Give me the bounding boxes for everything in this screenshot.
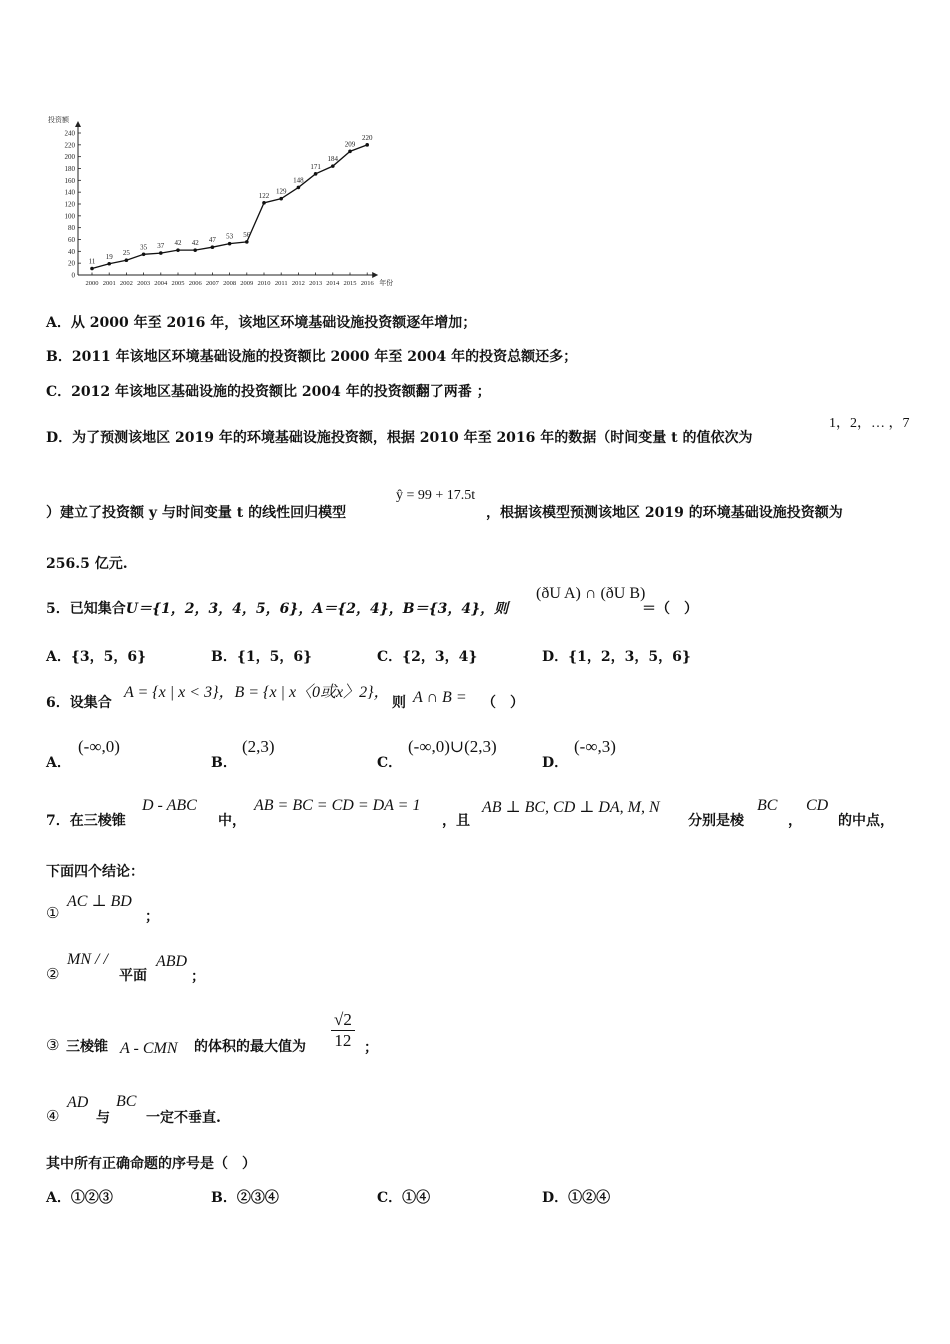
data-point <box>193 248 197 252</box>
y-tick-label: 120 <box>64 200 75 209</box>
q6-option-a: (-∞,0) <box>78 737 120 756</box>
q7-c2-math: MN / / <box>67 951 108 968</box>
data-point <box>245 240 249 244</box>
x-tick-label: 2006 <box>188 280 202 287</box>
x-tick-label: 2005 <box>171 280 185 287</box>
x-tick-label: 2004 <box>154 280 168 287</box>
q7-c3-math: A - CMN <box>120 1040 178 1057</box>
q7-equal-edges: AB = BC = CD = DA = 1 <box>254 797 421 814</box>
q5-option-a: A．{3，5，6} <box>46 649 147 665</box>
y-tick-label: 20 <box>68 259 75 268</box>
q7-option-b: B．②③④ <box>211 1190 279 1206</box>
q6-label-a: A． <box>46 755 71 771</box>
data-point <box>331 164 335 168</box>
data-label: 25 <box>122 249 130 258</box>
x-tick-label: 2003 <box>137 280 151 287</box>
data-label: 19 <box>105 252 113 261</box>
q6-sets: A = {x | x < 3}，B = {x | x〈0或x〉2}， <box>124 684 390 701</box>
data-point <box>314 172 318 176</box>
fraction-numerator: √2 <box>331 1010 355 1031</box>
data-point <box>348 150 352 154</box>
data-label: 42 <box>191 239 199 248</box>
q7-option-d: D．①②④ <box>542 1190 611 1206</box>
q7-c3-fraction <box>331 1010 355 1051</box>
q6-intersection: A ∩ B = <box>413 689 467 706</box>
q5-option-b: B．{1，5，6} <box>211 649 313 665</box>
q6-then: 则 <box>392 695 406 711</box>
investment-line-chart <box>40 110 410 295</box>
q7-text-1: 中， <box>218 813 246 829</box>
regression-model: ŷ = 99 + 17.5t <box>396 488 476 503</box>
time-variable-values: 1，2，… ，7 <box>829 416 910 431</box>
q6-label-b: B． <box>211 755 237 771</box>
x-tick-label: 2000 <box>85 280 99 287</box>
data-label: 11 <box>88 257 96 266</box>
x-axis-arrow <box>372 272 378 278</box>
q7-pyramid: D - ABC <box>142 797 197 814</box>
option-a-text: A．从 2000 年至 2016 年，该地区环境基础设施投资额逐年增加； <box>46 315 477 331</box>
q7-c3-end: ； <box>364 1040 378 1056</box>
y-tick-label: 240 <box>64 129 75 138</box>
series-line <box>92 145 367 269</box>
x-tick-label: 2002 <box>119 280 133 287</box>
option-d-text-line2b: ，根据该模型预测该地区 2019 的环境基础设施投资额为 <box>486 505 843 521</box>
q7-text-2: ，且 <box>442 813 470 829</box>
q7-c4-text2: 一定不垂直. <box>146 1110 221 1126</box>
data-label: 42 <box>174 239 182 248</box>
y-tick-label: 40 <box>68 247 75 256</box>
data-point <box>279 197 283 201</box>
q6-option-d: (-∞,3) <box>574 737 616 756</box>
q7-c1-end: ； <box>145 909 159 925</box>
option-d-text-line3: 256.5 亿元. <box>46 556 128 572</box>
q7-c4-text: 与 <box>96 1110 110 1126</box>
x-tick-label: 2008 <box>223 280 237 287</box>
q7-conclusions-intro: 下面四个结论： <box>46 864 144 880</box>
data-point <box>297 186 301 190</box>
q7-c3-text: 三棱锥 <box>66 1039 108 1055</box>
data-point <box>159 251 163 255</box>
q7-conclusion-4: ④ <box>46 1107 60 1125</box>
y-tick-label: 200 <box>64 153 75 162</box>
q7-edge-bc: BC <box>757 797 778 814</box>
data-label: 122 <box>258 191 270 200</box>
q7-c2-end: ； <box>191 969 205 985</box>
q7-option-a: A．①②③ <box>46 1190 113 1206</box>
y-axis-label: 投资额 <box>48 116 69 124</box>
x-axis-label: 年份 <box>379 279 394 287</box>
q7-edge-cd: CD <box>806 797 829 814</box>
q6-stem: 6．设集合 <box>46 695 112 711</box>
x-tick-label: 2010 <box>257 280 271 287</box>
data-label: 171 <box>310 162 321 171</box>
q7-question: 其中所有正确命题的序号是（ ） <box>46 1156 256 1172</box>
data-point <box>262 201 266 205</box>
option-d-text-line2a: ）建立了投资额 y 与时间变量 t 的线性回归模型 <box>46 505 347 521</box>
y-tick-label: 80 <box>68 224 75 233</box>
data-point <box>125 258 129 262</box>
option-c-text: C．2012 年该地区基础设施的投资额比 2004 年的投资额翻了两番 ； <box>46 384 491 400</box>
x-tick-label: 2012 <box>291 280 305 287</box>
data-label: 53 <box>226 232 234 241</box>
data-point <box>365 143 369 147</box>
q7-perpendicular-conditions: AB ⊥ BC, CD ⊥ DA, M, N <box>482 799 660 816</box>
q7-text-4: ， <box>788 813 802 829</box>
q7-c2-text: 平面 <box>119 968 147 984</box>
q7-conclusion-2: ② <box>46 965 60 983</box>
q7-c4-math: AD <box>67 1094 89 1111</box>
data-label: 209 <box>344 140 356 149</box>
x-tick-label: 2013 <box>309 280 323 287</box>
x-tick-label: 2015 <box>343 280 357 287</box>
y-tick-label: 0 <box>71 271 75 280</box>
data-point <box>142 252 146 256</box>
y-tick-label: 140 <box>64 188 75 197</box>
x-tick-label: 2014 <box>326 280 340 287</box>
q7-option-c: C．①④ <box>377 1190 431 1206</box>
y-tick-label: 180 <box>64 165 75 173</box>
y-tick-label: 100 <box>64 212 75 221</box>
option-d-text-line1: D．为了预测该地区 2019 年的环境基础设施投资额，根据 2010 年至 2016 年的数据（时间变量 t 的值依次为 <box>46 430 753 446</box>
q7-c3-text2: 的体积的最大值为 <box>194 1039 306 1055</box>
x-tick-label: 2009 <box>240 280 254 287</box>
q5-complement-expression: (ðU A) ∩ (ðU B) <box>536 585 646 602</box>
x-tick-label: 2016 <box>360 280 374 287</box>
data-label: 148 <box>293 176 304 185</box>
data-point <box>90 267 94 271</box>
q6-option-b: (2,3) <box>242 737 275 756</box>
fraction-denominator: 12 <box>334 1031 352 1050</box>
y-tick-label: 220 <box>64 141 75 150</box>
x-tick-label: 2007 <box>205 280 219 287</box>
data-label: 35 <box>140 243 148 252</box>
y-tick-label: 160 <box>64 176 75 185</box>
q7-conclusion-1: ① <box>46 904 60 922</box>
data-label: 47 <box>208 236 216 245</box>
data-label: 56 <box>243 230 251 239</box>
q6-label-d: D． <box>542 755 569 771</box>
y-tick-label: 60 <box>68 236 75 244</box>
data-point <box>176 248 180 252</box>
x-tick-label: 2011 <box>274 280 288 287</box>
q6-label-c: C． <box>377 755 403 771</box>
data-point <box>211 245 215 249</box>
data-label: 184 <box>327 155 339 164</box>
option-b-text: B．2011 年该地区环境基础设施的投资额比 2000 年至 2004 年的投资总额还多； <box>46 349 578 365</box>
q6-option-c: (-∞,0)∪(2,3) <box>408 737 497 756</box>
q7-text-5: 的中点， <box>838 813 894 829</box>
q7-conclusion-3: ③ <box>46 1036 60 1054</box>
q5-option-d: D．{1，2，3，5，6} <box>542 649 691 665</box>
q7-stem-start: 7．在三棱锥 <box>46 813 126 829</box>
q7-c2-plane: ABD <box>156 953 188 970</box>
q5-stem-end: ＝（ ） <box>642 601 698 617</box>
q7-c4-math2: BC <box>116 1093 137 1110</box>
data-label: 129 <box>275 187 287 196</box>
x-tick-label: 2001 <box>102 280 116 287</box>
y-axis-arrow <box>75 121 81 127</box>
data-label: 220 <box>361 133 373 142</box>
q5-option-c: C．{2，3，4} <box>377 649 478 665</box>
q5-stem: 5．已知集合U＝{1，2，3，4，5，6}，A＝{2，4}，B＝{3，4}，则 <box>46 601 509 617</box>
data-point <box>228 242 232 246</box>
data-label: 37 <box>157 242 165 251</box>
q6-bracket: （ ） <box>482 695 524 711</box>
data-point <box>107 262 111 266</box>
q7-c1-math: AC ⊥ BD <box>67 893 132 910</box>
q7-text-3: 分别是棱 <box>688 813 744 829</box>
